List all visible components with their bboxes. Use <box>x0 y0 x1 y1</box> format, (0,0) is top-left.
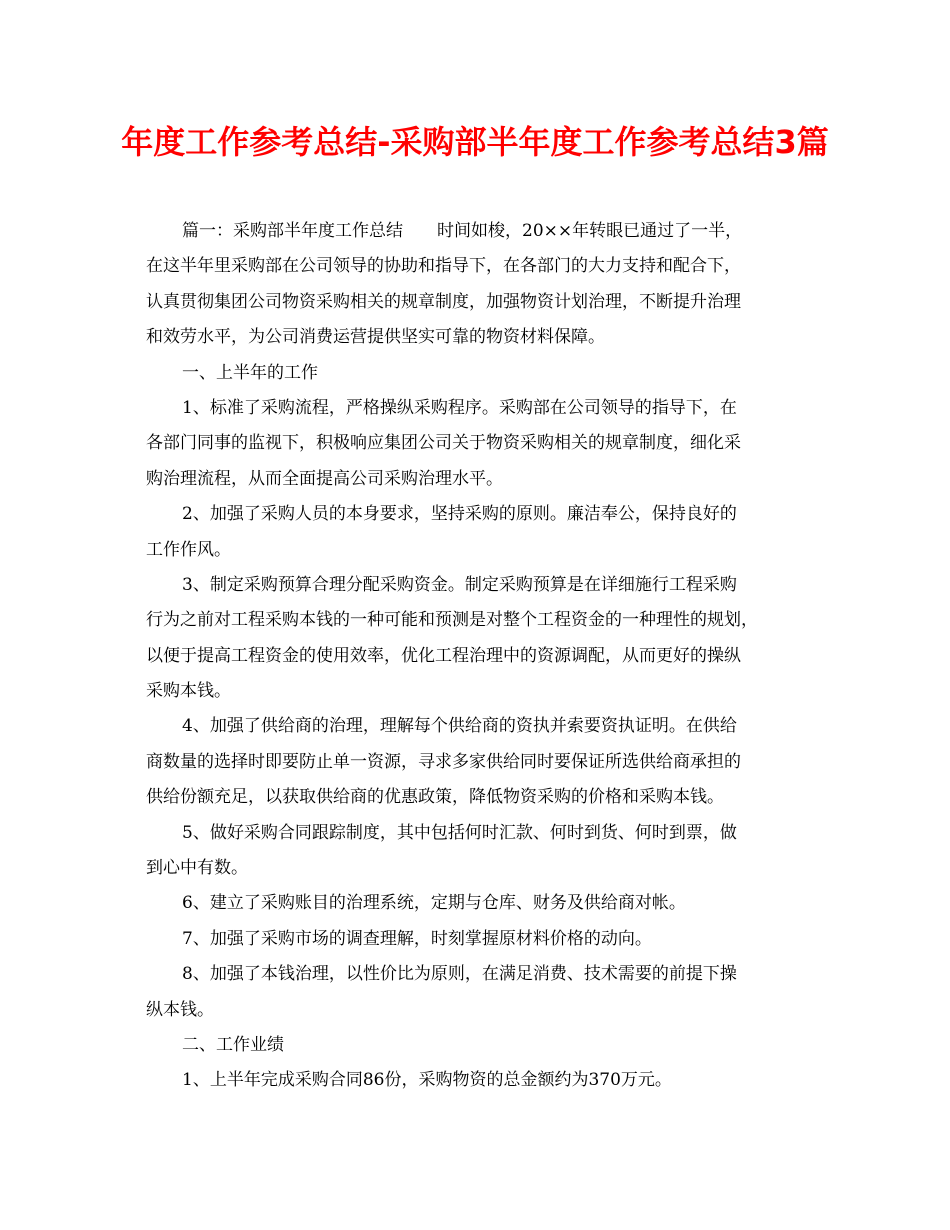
paragraph-line: 各部门同事的监视下，积极响应集团公司关于物资采购相关的规章制度，细化采 <box>146 433 741 454</box>
paragraph-line: 商数量的选择时即要防止单一资源，寻求多家供给同时要保证所选供给商承担的 <box>146 751 741 772</box>
section-heading: 二、工作业绩 <box>182 1034 284 1055</box>
paragraph-line: 工作作风。 <box>146 539 231 560</box>
intro-line: 和效劳水平，为公司消费运营提供坚实可靠的物资材料保障。 <box>146 327 605 348</box>
document-body <box>146 214 810 1099</box>
document-title: 年度工作参考总结-采购部半年度工作参考总结3篇 <box>121 123 829 161</box>
paragraph-line: 1、上半年完成采购合同86份，采购物资的总金额约为370万元。 <box>182 1070 672 1091</box>
paragraph-line: 购治理流程，从而全面提高公司采购治理水平。 <box>146 468 503 489</box>
paragraph-line: 到心中有数。 <box>146 858 248 879</box>
part-label: 篇一：采购部半年度工作总结 <box>182 221 403 241</box>
paragraph-line: 6、建立了采购账目的治理系统，定期与仓库、财务及供给商对帐。 <box>182 893 686 914</box>
paragraph-line: 行为之前对工程采购本钱的一种可能和预测是对整个工程资金的一种理性的规划， <box>146 610 758 631</box>
paragraph-line: 纵本钱。 <box>146 999 214 1020</box>
paragraph-line: 供给份额充足，以获取供给商的优惠政策，降低物资采购的价格和采购本钱。 <box>146 787 724 808</box>
paragraph-line: 3、制定采购预算合理分配采购资金。制定采购预算是在详细施行工程采购 <box>182 574 737 595</box>
paragraph-line: 7、加强了采购市场的调查理解，时刻掌握原材料价格的动向。 <box>182 928 652 949</box>
paragraph-line: 2、加强了采购人员的本身要求，坚持采购的原则。廉洁奉公，保持良好的 <box>182 504 737 525</box>
paragraph-line: 4、加强了供给商的治理，理解每个供给商的资执并索要资执证明。在供给 <box>182 716 737 737</box>
paragraph-line: 8、加强了本钱治理，以性价比为原则，在满足消费、技术需要的前提下操 <box>182 964 737 985</box>
intro-line: 认真贯彻集团公司物资采购相关的规章制度，加强物资计划治理，不断提升治理 <box>146 291 741 312</box>
section-heading: 一、上半年的工作 <box>182 362 318 383</box>
intro-line: 时间如梭，20××年转眼已通过了一半， <box>437 221 743 241</box>
intro-line: 在这半年里采购部在公司领导的协助和指导下，在各部门的大力支持和配合下， <box>146 256 741 277</box>
intro-first-line <box>146 214 810 249</box>
paragraph-line: 采购本钱。 <box>146 681 231 702</box>
paragraph-line: 5、做好采购合同跟踪制度，其中包括何时汇款、何时到货、何时到票，做 <box>182 822 737 843</box>
paragraph-line: 以便于提高工程资金的使用效率，优化工程治理中的资源调配，从而更好的操纵 <box>146 645 741 666</box>
paragraph-line: 1、标准了采购流程，严格操纵采购程序。采购部在公司领导的指导下，在 <box>182 397 737 418</box>
